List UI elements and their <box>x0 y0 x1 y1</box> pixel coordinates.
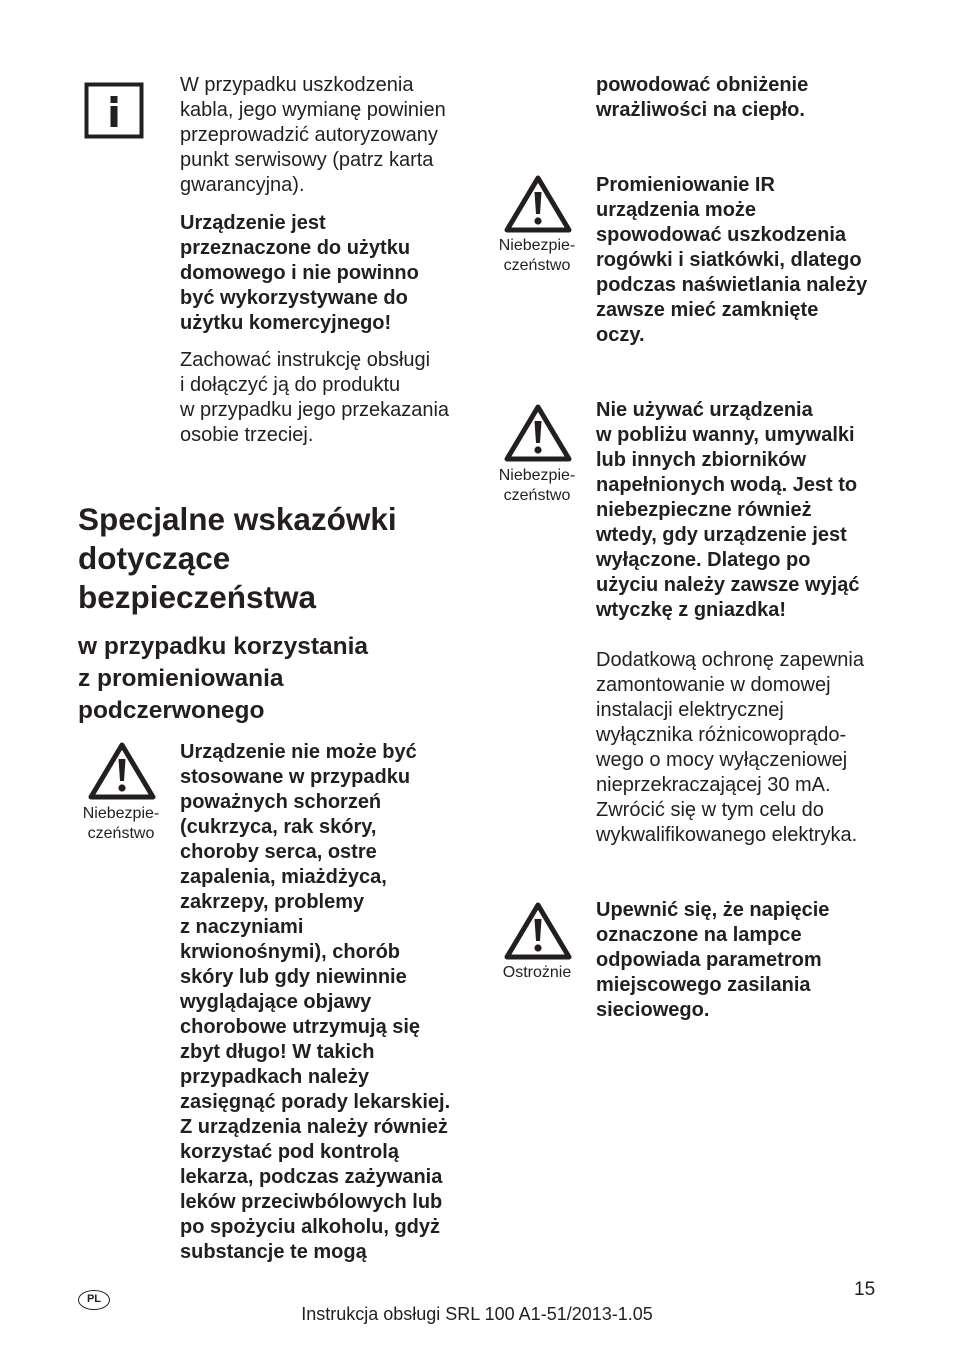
text-line: w przypadku korzystania <box>78 633 369 660</box>
info-icon <box>84 82 144 139</box>
text-line: krwionośnymi), chorób <box>180 940 401 963</box>
text-line: w pobliżu wanny, umywalki <box>596 423 855 446</box>
text-line: wrażliwości na ciepło. <box>596 98 805 121</box>
text-line: punkt serwisowy (patrz karta <box>180 148 434 171</box>
keep-manual-note <box>180 348 449 448</box>
text-line: oznaczone na lampce <box>596 923 802 946</box>
text-line: wyglądające objawy <box>180 990 372 1013</box>
warning-icon <box>503 403 573 463</box>
warning-icon-label <box>71 804 171 844</box>
text-line: domowego i nie powinno <box>180 261 419 284</box>
text-line: zasięgnąć porady lekarskiej. <box>180 1090 451 1113</box>
text-line: po spożyciu alkoholu, gdyż <box>180 1215 441 1238</box>
text-line: Urządzenie jest <box>180 211 326 234</box>
text-line: miejscowego zasilania <box>596 973 811 996</box>
warning-icon-label <box>487 466 587 506</box>
text-line: Urządzenie nie może być <box>180 740 417 763</box>
text-line: z promieniowania <box>78 665 284 692</box>
text-line: skóry lub gdy niewinnie <box>180 965 407 988</box>
text-line: Niebezpie- <box>498 237 576 254</box>
cable-damage-note <box>180 73 446 198</box>
language-badge: PL <box>78 1290 110 1310</box>
text-line: i dołączyć ją do produktu <box>180 373 401 396</box>
text-line: wyłącznika różnicowoprądo- <box>596 723 847 746</box>
text-line: Promieniowanie IR <box>596 173 775 196</box>
warning-icon <box>87 741 157 801</box>
text-line: Zwrócić się w tym celu do <box>596 798 824 821</box>
text-line: zbyt długo! W takich <box>180 1040 375 1063</box>
text-line: przeprowadzić autoryzowany <box>180 123 438 146</box>
text-line: choroby serca, ostre <box>180 840 377 863</box>
text-line: być wykorzystywane do <box>180 286 408 309</box>
text-line: (cukrzyca, rak skóry, <box>180 815 377 838</box>
section-title <box>78 500 397 617</box>
voltage-caution-note <box>596 898 829 1023</box>
text-line: przeznaczone do użytku <box>180 236 411 259</box>
text-line: korzystać pod kontrolą <box>180 1140 399 1163</box>
text-line: stosowane w przypadku <box>180 765 411 788</box>
warning-icon <box>503 901 573 961</box>
text-line: Nie używać urządzenia <box>596 398 813 421</box>
text-line: lekarza, podczas zażywania <box>180 1165 443 1188</box>
text-line: poważnych schorzeń <box>180 790 382 813</box>
text-line: gwarancyjna). <box>180 173 305 196</box>
text-line: niebezpieczne również <box>596 498 812 521</box>
text-line: lub innych zbiorników <box>596 448 806 471</box>
text-line: Zachować instrukcję obsługi <box>180 348 431 371</box>
text-line: W przypadku uszkodzenia <box>180 73 414 96</box>
text-line: dotyczące <box>78 540 231 576</box>
text-line: w przypadku jego przekazania <box>180 398 450 421</box>
text-line: rogówki i siatkówki, dlatego <box>596 248 862 271</box>
text-line: czeństwo <box>503 487 571 504</box>
section-subtitle <box>78 631 368 727</box>
intended-use-warning <box>180 211 419 336</box>
text-line: powodować obniżenie <box>596 73 809 96</box>
ir-eye-danger-warning <box>596 173 867 348</box>
text-line: chorobowe utrzymują się <box>180 1015 421 1038</box>
text-line: wtyczkę z gniazdka! <box>596 598 787 621</box>
text-line: odpowiada parametrom <box>596 948 822 971</box>
text-line: bezpieczeństwa <box>78 579 317 615</box>
text-line: czeństwo <box>503 257 571 274</box>
text-line: użytku komercyjnego! <box>180 311 392 334</box>
text-line: użyciu należy zawsze wyjąć <box>596 573 860 596</box>
text-line: wyłączone. Dlatego po <box>596 548 811 571</box>
text-line: sieciowego. <box>596 998 710 1021</box>
text-line: zawsze mieć zamknięte <box>596 298 819 321</box>
text-line: wtedy, gdy urządzenie jest <box>596 523 847 546</box>
text-line: czeństwo <box>87 825 155 842</box>
text-line: Dodatkową ochronę zapewnia <box>596 648 864 671</box>
continued-warning-text <box>596 73 808 123</box>
water-danger-warning <box>596 398 859 623</box>
text-line: substancje te mogą <box>180 1240 367 1263</box>
text-line: przypadkach należy <box>180 1065 369 1088</box>
text-line: leków przeciwbólowych lub <box>180 1190 443 1213</box>
page-number: 15 <box>854 1279 876 1300</box>
warning-icon <box>503 174 573 234</box>
health-danger-warning <box>180 740 450 1265</box>
text-line: Niebezpie- <box>82 805 160 822</box>
rcd-protection-note <box>596 648 864 848</box>
text-line: Ostrożnie <box>502 964 572 981</box>
text-line: podczerwonego <box>78 697 265 724</box>
text-line: instalacji elektrycznej <box>596 698 784 721</box>
text-line: wykwalifikowanego elektryka. <box>596 823 858 846</box>
footer-text: Instrukcja obsługi SRL 100 A1-51/2013-1.05 <box>301 1304 653 1324</box>
warning-icon-label <box>487 236 587 276</box>
text-line: z naczyniami <box>180 915 304 938</box>
text-line: napełnionych wodą. Jest to <box>596 473 858 496</box>
text-line: nieprzekraczającej 30 mA. <box>596 773 831 796</box>
text-line: Upewnić się, że napięcie <box>596 898 830 921</box>
caution-icon-label <box>487 963 587 983</box>
text-line: wego o mocy wyłączeniowej <box>596 748 848 771</box>
text-line: zapalenia, miażdżyca, <box>180 865 387 888</box>
text-line: kabla, jego wymianę powinien <box>180 98 446 121</box>
text-line: Specjalne wskazówki <box>78 501 397 537</box>
text-line: oczy. <box>596 323 645 346</box>
text-line: spowodować uszkodzenia <box>596 223 847 246</box>
text-line: zamontowanie w domowej <box>596 673 831 696</box>
text-line: Z urządzenia należy również <box>180 1115 448 1138</box>
text-line: osobie trzeciej. <box>180 423 314 446</box>
text-line: podczas naświetlania należy <box>596 273 868 296</box>
text-line: urządzenia może <box>596 198 757 221</box>
text-line: zakrzepy, problemy <box>180 890 365 913</box>
text-line: Niebezpie- <box>498 467 576 484</box>
